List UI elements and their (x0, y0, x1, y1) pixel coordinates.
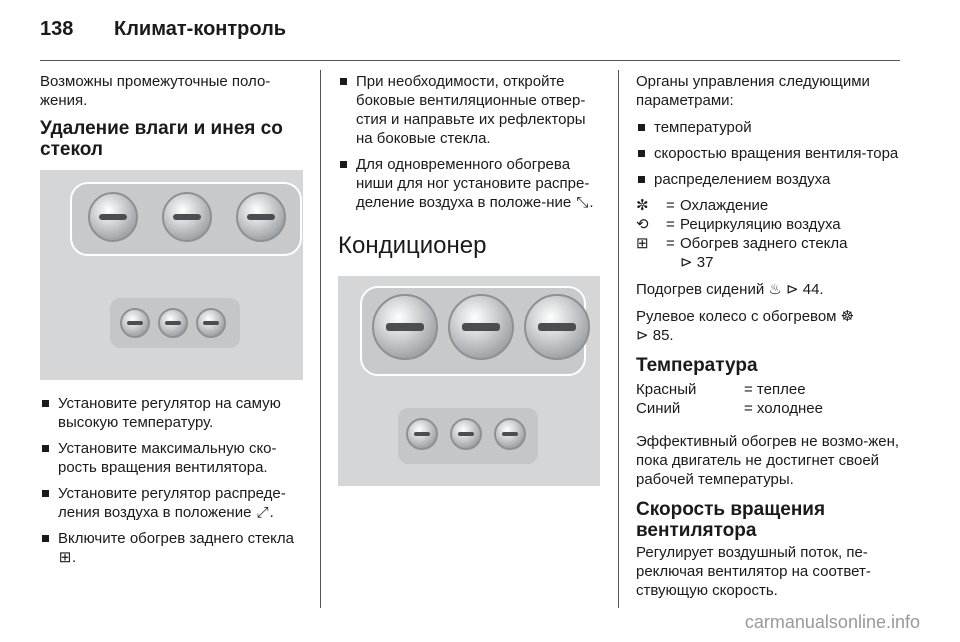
temp-note: Эффективный обогрев не возмо-жен, пока двигатель не достигнет своей рабочей температуры. (636, 433, 900, 488)
section-heading: Удаление влаги и инея со стекол (40, 118, 283, 160)
distribution-knob (524, 294, 590, 360)
reference-arrow-icon: ⊳ (636, 327, 649, 344)
column-1 (40, 72, 308, 574)
temperature-knob (372, 294, 438, 360)
climate-panel-figure (40, 170, 303, 380)
bullet-item: Включите обогрев заднего стекла ⊞. (40, 529, 308, 567)
bullet-item: Установите регулятор на самую высокую температуру. (40, 394, 308, 432)
reference: ⊳ 37 (680, 254, 714, 271)
rear-defrost-icon: ⊞ (58, 549, 72, 566)
bullet-item: Установите максимальную ско-рость вращения вентилятора. (40, 439, 308, 477)
fan-text: Регулирует воздушный поток, пе-реключая вентилятор на соответ-ствующую скорость. (636, 544, 871, 599)
bullet-item: Установите регулятор распреде-ления воздуха в положение ⤢. (40, 484, 308, 522)
column-2 (338, 72, 604, 486)
intro-text: Органы управления следующими параметрами: (636, 73, 870, 109)
seat-heat-icon: ♨ (768, 281, 782, 298)
footwell-windshield-icon: ⤡ (576, 194, 589, 211)
column-divider (320, 70, 321, 608)
small-knob (450, 418, 482, 450)
legend-row: ⟲ = Рециркуляцию воздуха (636, 216, 841, 233)
small-knob (494, 418, 526, 450)
windshield-airflow-icon: ⤢ (256, 504, 269, 521)
small-knob (406, 418, 438, 450)
snowflake-icon: ✼ (636, 197, 649, 214)
temperature-knob (88, 192, 138, 242)
fan-knob (162, 192, 212, 242)
temp-table-row: Синий = холоднее (636, 400, 823, 417)
temp-table-row: Красный = теплее (636, 381, 806, 398)
column-3 (636, 72, 900, 608)
page-title: Климат-контроль (114, 18, 287, 40)
bullet-item: температурой (636, 118, 900, 137)
steering-wheel-icon: ☸ (840, 308, 855, 325)
bullet-item: распределением воздуха (636, 170, 900, 189)
small-knob (158, 308, 188, 338)
reference-arrow-icon: ⊳ (786, 281, 799, 298)
small-knob (120, 308, 150, 338)
distribution-knob (236, 192, 286, 242)
recirculation-icon: ⟲ (636, 216, 649, 233)
legend-row: ⊞ = Обогрев заднего стекла (636, 235, 848, 252)
watermark: carmanualsonline.info (744, 612, 920, 632)
intro-text: Возможны промежуточные поло-жения. (40, 73, 271, 109)
small-knob (196, 308, 226, 338)
column-divider (618, 70, 619, 608)
legend-row: ✼ = Охлаждение (636, 197, 769, 214)
section-heading: Скорость вращения вентилятора (636, 499, 826, 541)
header-rule (40, 60, 900, 61)
rear-defrost-icon: ⊞ (636, 235, 649, 252)
page-number: 138 (40, 18, 74, 40)
seat-heating-text: Подогрев сидений ♨ ⊳ 44. (636, 281, 824, 298)
bullet-item: скоростью вращения вентиля-тора (636, 144, 900, 163)
bullet-item: При необходимости, откройте боковые вентиляционные отвер-стия и направьте их рефлекторы на боковые стекла. (338, 72, 604, 148)
fan-knob (448, 294, 514, 360)
reference-arrow-icon: ⊳ (680, 254, 693, 271)
bullet-item: Для одновременного обогрева ниши для ног установите распре-деление воздуха в положе-ние ⤡. (338, 155, 604, 212)
page-header (40, 18, 286, 41)
section-heading: Температура (636, 355, 758, 376)
wheel-heating-text: Рулевое колесо с обогревом ☸ ⊳ 85. (636, 308, 855, 344)
ac-panel-figure (338, 276, 600, 486)
section-heading: Кондиционер (338, 232, 487, 259)
